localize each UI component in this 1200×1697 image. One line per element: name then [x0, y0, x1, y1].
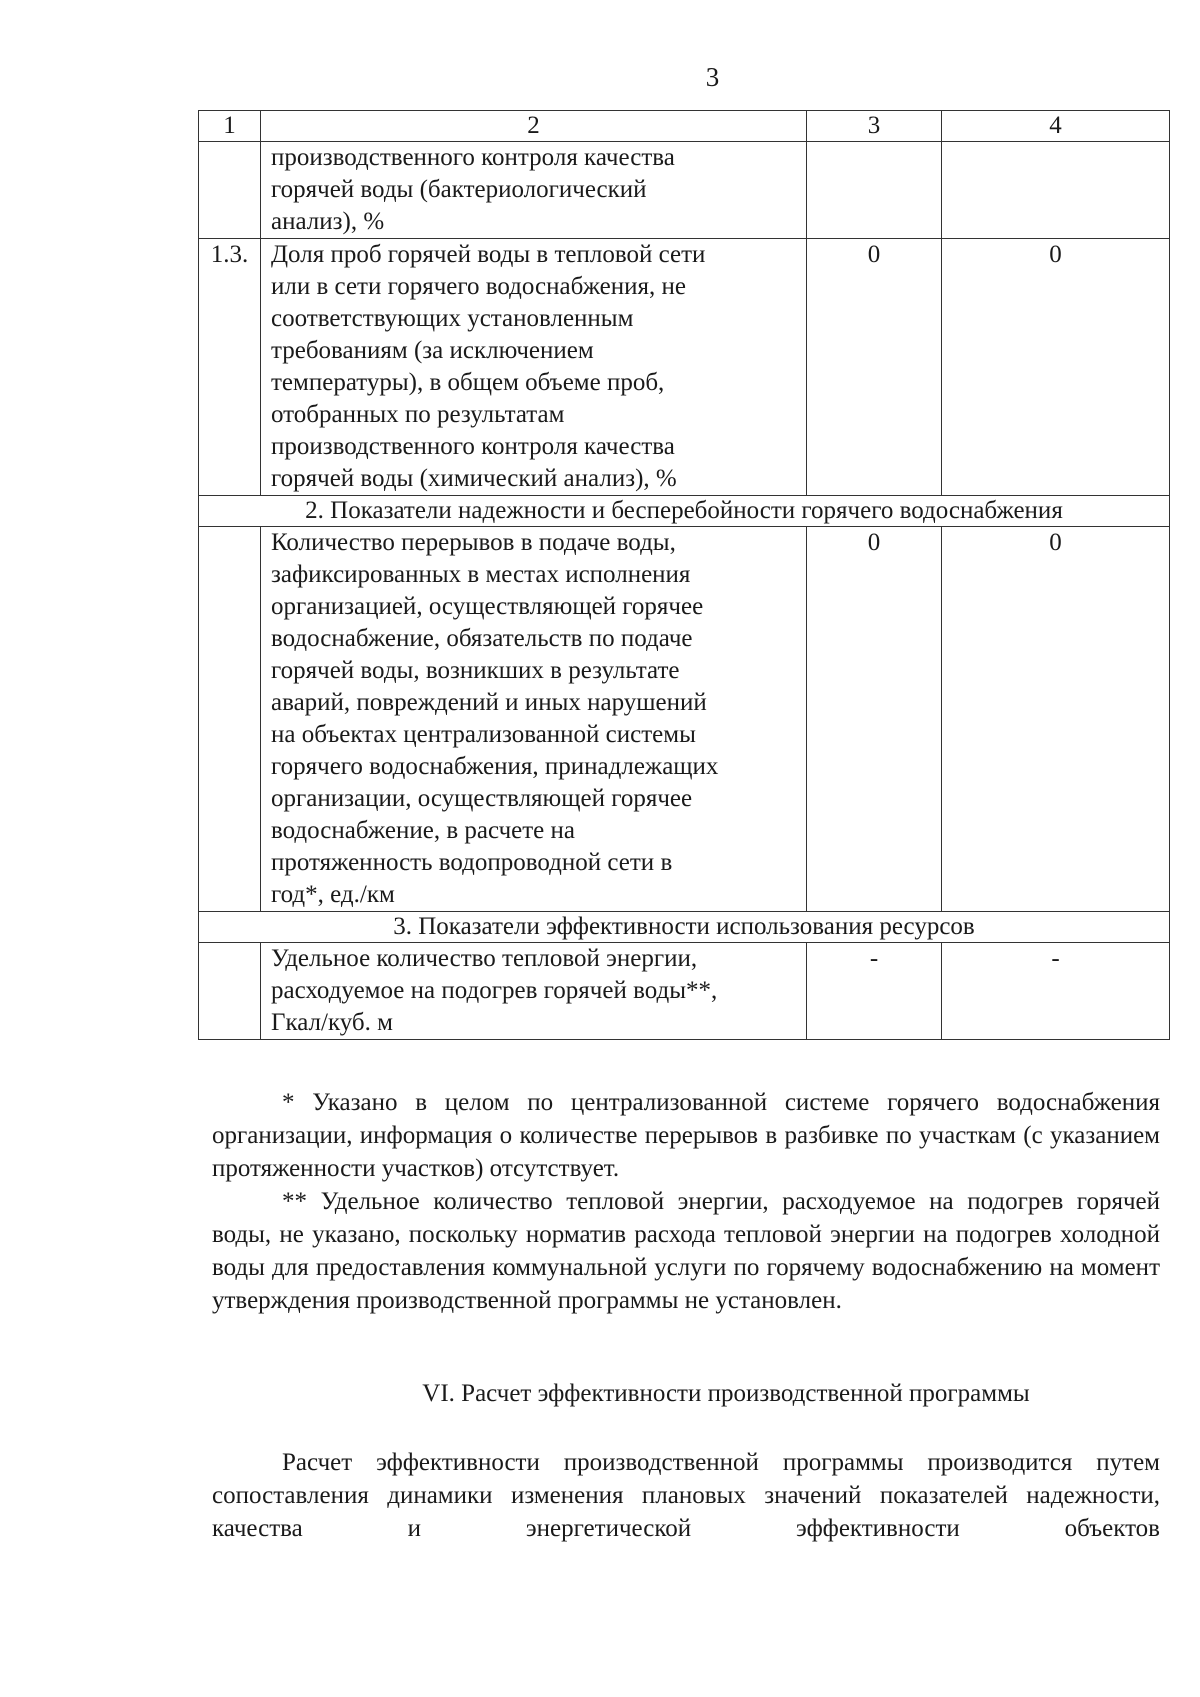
page-number: 3	[705, 62, 720, 92]
row-value-col4	[942, 142, 1170, 239]
row-value-col4: -	[942, 943, 1170, 1040]
row-indicator-text	[261, 142, 807, 239]
row-indicator-text	[261, 943, 807, 1040]
row-indicator-text	[261, 527, 807, 912]
footnotes	[212, 1086, 1160, 1317]
table-header-row	[199, 111, 1170, 142]
section-vi-paragraph: Расчет эффективности производственной программы производится путем сопоставления динамики изменения плановых значений показателей надежности, качества и энергетической эффективности объектов	[212, 1449, 1160, 1542]
row-value-col3: 0	[807, 527, 942, 912]
section-3-title: 3. Показатели эффективности использования ресурсов	[199, 912, 1170, 943]
footnote-1: * Указано в целом по централизованной системе горячего водоснабжения организации, информация о количестве перерывов в разбивке по участкам (с указанием протяженности участков) отсутствует.	[212, 1089, 1160, 1182]
row-number: 1.3.	[199, 239, 261, 496]
row-value-col3: 0	[807, 239, 942, 496]
table-row	[199, 943, 1170, 1040]
row-number	[199, 527, 261, 912]
section-vi-heading: VI. Расчет эффективности производственной программы	[422, 1380, 1030, 1407]
header-col-3: 3	[807, 111, 942, 142]
row-value-col3	[807, 142, 942, 239]
row-number	[199, 943, 261, 1040]
table-row	[199, 527, 1170, 912]
row-indicator-text	[261, 239, 807, 496]
row-number	[199, 142, 261, 239]
table-row	[199, 239, 1170, 496]
indicator-text: Количество перерывов в подаче воды, зафиксированных в местах исполнения организацией, осуществляющей горячее водоснабжение, обязательств по подаче горячей воды, возникших в результате аварий, повреждений и иных нарушений на объектах централизованной системы горячего водоснабжения, принадлежащих организации, осуществляющей горячее водоснабжение, в расчете на протяженность водопроводной сети в год*, ед./км	[271, 529, 719, 908]
header-col-2: 2	[261, 111, 807, 142]
header-col-4: 4	[942, 111, 1170, 142]
row-value-col3: -	[807, 943, 942, 1040]
indicator-text: Доля проб горячей воды в тепловой сети или в сети горячего водоснабжения, не соответствующих установленным требованиям (за исключением температуры), в общем объеме проб, отобранных по результатам производственного контроля качества горячей воды (химический анализ), %	[271, 241, 706, 492]
footnote-2: ** Удельное количество тепловой энергии, расходуемое на подогрев горячей воды, не указано, поскольку норматив расхода тепловой энергии на подогрев холодной воды для предоставления коммунальной услуги по горячему водоснабжению на момент утверждения производственной программы не установлен.	[212, 1188, 1160, 1314]
section-row	[199, 912, 1170, 943]
indicator-text: производственного контроля качества горячей воды (бактериологический анализ), %	[271, 144, 675, 235]
table-row	[199, 142, 1170, 239]
indicator-text: Удельное количество тепловой энергии, расходуемое на подогрев горячей воды**, Гкал/куб. м	[271, 945, 718, 1036]
row-value-col4: 0	[942, 239, 1170, 496]
row-value-col4: 0	[942, 527, 1170, 912]
section-row	[199, 496, 1170, 527]
header-col-1: 1	[199, 111, 261, 142]
indicators-table	[198, 110, 1170, 1040]
section-2-title: 2. Показатели надежности и бесперебойности горячего водоснабжения	[199, 496, 1170, 527]
